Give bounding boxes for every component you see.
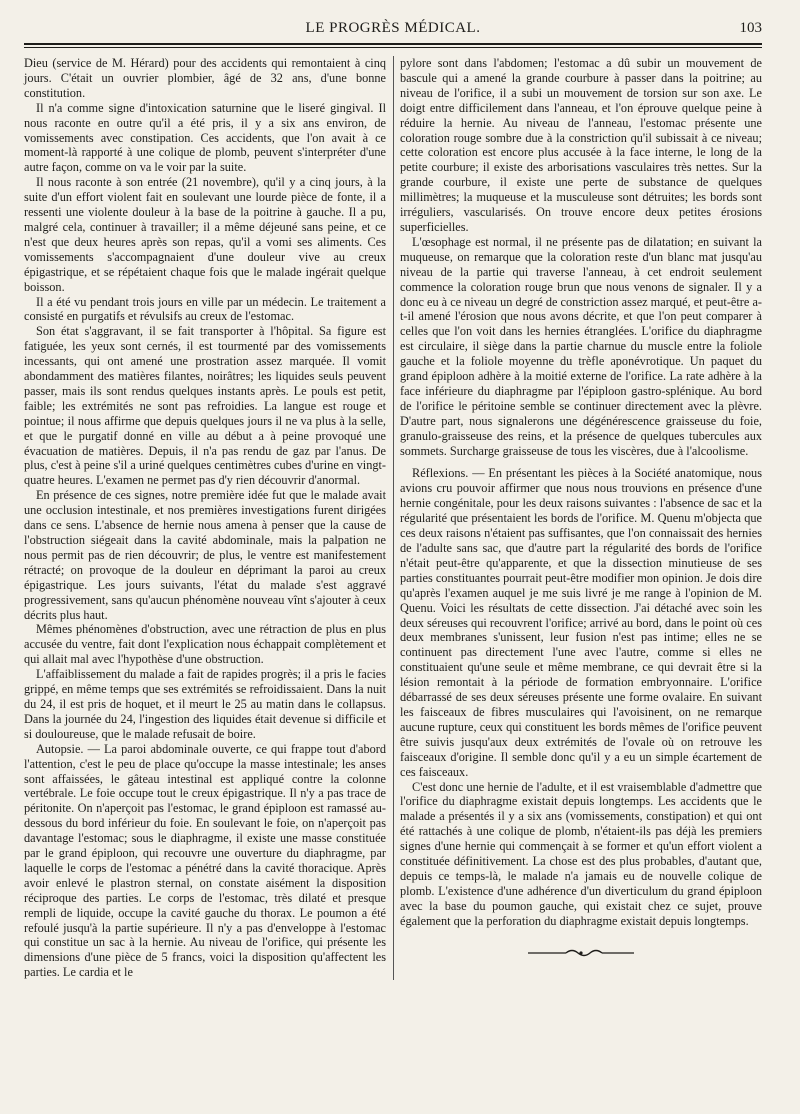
header-rule-thick: [24, 43, 762, 45]
header-rule-thin: [24, 47, 762, 48]
paragraph: Dieu (service de M. Hérard) pour des accidents qui remontaient à cinq jours. C'était un ouvrier plombier, âgé de 32 ans, d'une bonne constitution.: [24, 56, 386, 100]
paragraph: Il a été vu pendant trois jours en ville par un médecin. Le traitement a consisté en purgatifs et révulsifs au creux de l'estomac.: [24, 294, 386, 324]
right-column: [400, 56, 762, 980]
paragraph: Il n'a comme signe d'intoxication saturnine que le liseré gingival. Il nous raconte en outre qu'il a été pris, il y a six ans environ, de vomissements avec constipation. Ces accidents, que l'on avait à ce moment-là rapporté à une colique de plomb, peuvent s'interpréter d'une autre façon, comme on va le voir par la suite.: [24, 100, 386, 175]
paragraph: Mêmes phénomènes d'obstruction, avec une rétraction de plus en plus accusée du ventre, fait dont l'explication nous échappait complètement et qui allait mal avec l'hypothèse d'une obstruction.: [24, 622, 386, 667]
left-column: [24, 56, 386, 980]
paragraph: L'œsophage est normal, il ne présente pas de dilatation; en suivant la muqueuse, on remarque que la coloration reste d'un blanc mat jusqu'au niveau de la partie qui traverse l'anneau, à cet endroit seulement commence la coloration rouge brun que nous venons de signaler. Il y a donc eu à ce niveau un degré de constriction assez marqué, et peut-être a-t-il amené l'érosion que nous avons décrite, et que l'on peut comparer à celles que l'on voit dans les hernies étranglées. L'orifice du diaphragme est circulaire, il siège dans la partie charnue du muscle entre la foliole gauche et la foliole moyenne du trèfle aponévrotique. Un paquet du grand épiploon adhère à la moitié externe de l'orifice. La rate adhère à la face inférieure du diaphragme par l'épiploon gastro-splénique. Au bord de l'orifice le péritoine semble se continuer directement avec la plèvre. D'autre part, nous signalerons une dégénérescence graisseuse du foie, granulo-graisseuse des reins, et la présence de quelques tubercules aux sommets. Surcharge graisseuse de tous les viscères, due à l'alcoolisme.: [400, 234, 762, 458]
column-divider: [393, 56, 394, 980]
paragraph: L'affaiblissement du malade a fait de rapides progrès; il a pris le facies grippé, en même temps que ses extrémités se refroidissaient. Dans la nuit du 24, il est pris de hoquet, et il meurt le 25 au matin dans le collapsus. Dans la journée du 24, l'ingestion des liquides était devenue si difficile et si douloureuse, que le malade refusait de boire.: [24, 667, 386, 741]
paragraph: C'est donc une hernie de l'adulte, et il est vraisemblable d'admettre que l'orifice du diaphragme existait depuis longtemps. Les accidents que le malade a présentés il y a six ans (vomissements, constipation) et qui ont été rattachés à une colique de plomb, n'étaient-ils pas déjà les premiers signes d'une hernie qui commençait à se former et qu'un effort violent a constituée définitivement. La chose est des plus probables, d'autant que, depuis ce temps-là, le malade n'a jamais eu de nouvelle colique de plomb. L'existence d'une adhérence d'un diverticulum du grand épiploon avec la base du poumon gauche, qui existait chez ce sujet, prouve également que la perforation du diaphragme existait depuis longtemps.: [400, 779, 762, 928]
page-number: 103: [739, 20, 762, 36]
running-header: [24, 18, 762, 40]
paragraph: Il nous raconte à son entrée (21 novembre), qu'il y a cinq jours, à la suite d'un effort violent fait en soulevant une lourde pièce de fonte, il a ressenti une violente douleur à la base de la poitrine à gauche. Il a pu, malgré cela, continuer à travailler; il a même déjeuné sans peine, et ce n'est que deux heures après son repas, qu'il a vomi ses aliments. Ces vomissements s'accompagnaient d'une douleur vive au creux épigastrique, et se répétaient chaque fois que le malade ingérait quelque boisson.: [24, 175, 386, 294]
journal-title: LE PROGRÈS MÉDICAL.: [305, 20, 481, 36]
autopsy-paragraph: Autopsie. — La paroi abdominale ouverte, ce qui frappe tout d'abord l'attention, c'est le peu de place qu'occupe la masse intestinale; les anses sont affaissées, le gâteau intestinal est appliqué contre la colonne vertébrale. Le foie occupe tout le creux épigastrique. Il n'y a pas trace de péritonite. On n'aperçoit pas l'estomac, le grand épiploon est ramassé au-dessous du bord inférieur du foie. En soulevant le foie, on n'aperçoit pas davantage l'estomac; sous le diaphragme, il existe une masse constituée par le grand épiploon, qui recouvre une ouverture du diaphragme, par laquelle le corps de l'estomac a pénétré dans la cavité thoracique. Après avoir enlevé le plastron sternal, on constate aisément la disposition réciproque des parties. Le corps de l'estomac, très dilaté et presque rempli de liquide, occupe la cavité gauche du thorax. Le poumon a été refoulé jusqu'à la partie supérieure. Il n'y a pas d'enveloppe à l'estomac qui constitue un sac à la hernie. Au niveau de l'orifice, qui présente les dimensions d'une pièce de 5 francs, voici la disposition qu'affectent les parties. Le cardia et le: [24, 741, 386, 980]
paragraph: pylore sont dans l'abdomen; l'estomac a dû subir un mouvement de bascule qui a amené la grande courbure à passer dans la poitrine; au niveau de l'orifice, il a subi un mouvement de torsion sur son axe. Le doigt entre difficilement dans l'anneau, et l'on éprouve quelque peine à réduire la hernie. Au niveau de l'anneau, l'estomac présente une coloration rouge sombre due à la constriction qu'il subissait à ce niveau; cette coloration est encore plus accusée à la face interne, le long de la petite courbure; il existe des arborisations vasculaires très nettes. Sur la grande courbure, il existe une perte de substance de quelques millimètres; la muqueuse et la musculeuse sont détruites; les bords sont irréguliers, vascularisés. On trouve encore deux petites érosions superficielles.: [400, 56, 762, 234]
end-ornament: [400, 947, 762, 962]
text-columns: [24, 56, 762, 980]
paragraph: En présence de ces signes, notre première idée fut que le malade avait une occlusion intestinale, et nos premières investigations furent dirigées dans ce sens. L'absence de hernie nous amena à penser que la cause de l'obstruction siégeait dans la cavité abdominale, mais la palpation ne nous permit pas de rien découvrir; de plus, le ventre est manifestement rétracté; on provoque de la douleur en déprimant la paroi au creux épigastrique. Les jours suivants, l'état du malade s'est aggravé progressivement, sans qu'aucun phénomène nouveau vînt s'ajouter à ceux décrits plus haut.: [24, 488, 386, 622]
ornament-flourish-icon: [526, 948, 636, 958]
paragraph: Son état s'aggravant, il se fait transporter à l'hôpital. Sa figure est fatiguée, les yeux sont cernés, il est tourmenté par des vomissements incessants, qui ont amené une prostration assez marquée. Il vomit abondamment des matières filantes, noirâtres; les liquides seuls peuvent passer, mais ils sont rendus quelques instants après. Le pouls est petit, faible; les extrémités ne sont pas refroidies. La langue est rouge et pointue; il nous affirme que depuis quelques jours il ne va plus à la selle, et que le purgatif donné en ville au début a à peine provoqué une évacuation de matières. Depuis, il n'a pas rendu de gaz par l'anus. De plus, c'est à peine s'il a uriné quelques centimètres cubes d'urine en vingt-quatre heures. L'examen ne permet pas d'y rien découvrir d'anormal.: [24, 324, 386, 488]
reflections-paragraph: Réflexions. — En présentant les pièces à la Société anatomique, nous avions cru pouvoir affirmer que nous nous trouvions en présence d'une hernie congénitale, pour les deux raisons suivantes : l'absence de sac et la régularité que présentaient les bords de l'orifice. M. Quenu m'objecta que ces deux raisons n'étaient pas suffisantes, que l'on connaissait des hernies de l'adulte sans sac, que d'autre part la régularité des bords de l'orifice n'était peut-être qu'apparente, et que la dissection minutieuse de ses parties constituantes pourrait peut-être modifier mon opinion. Je dois dire qu'après l'examen auquel je me suis livré je me range à l'opinion de M. Quenu. Voici les résultats de cette dissection. J'ai détaché avec soin les deux séreuses qui recouvrent l'orifice; arrivé au bord, dans le point où ces deux membranes s'unissent, leur fusion n'est pas intime; elles ne se continuent pas directement l'une avec l'autre, comme si elles ne constituaient qu'une seule et même membrane, ce qui devrait être si la lésion remontait à la période de formation embryonnaire. L'orifice débarrassé de ses deux séreuses présente une forme ovalaire. En suivant les faisceaux de fibres musculaires qui l'avoisinent, on ne remarque aucune rupture, ceux qui constituent les bords mêmes de l'orifice peuvent être suivis jusqu'aux deux extrémités de l'ovale où on retrouve les faisceaux d'origine. Il semble donc qu'il y a eu un simple écartement de ces faisceaux.: [400, 466, 762, 779]
